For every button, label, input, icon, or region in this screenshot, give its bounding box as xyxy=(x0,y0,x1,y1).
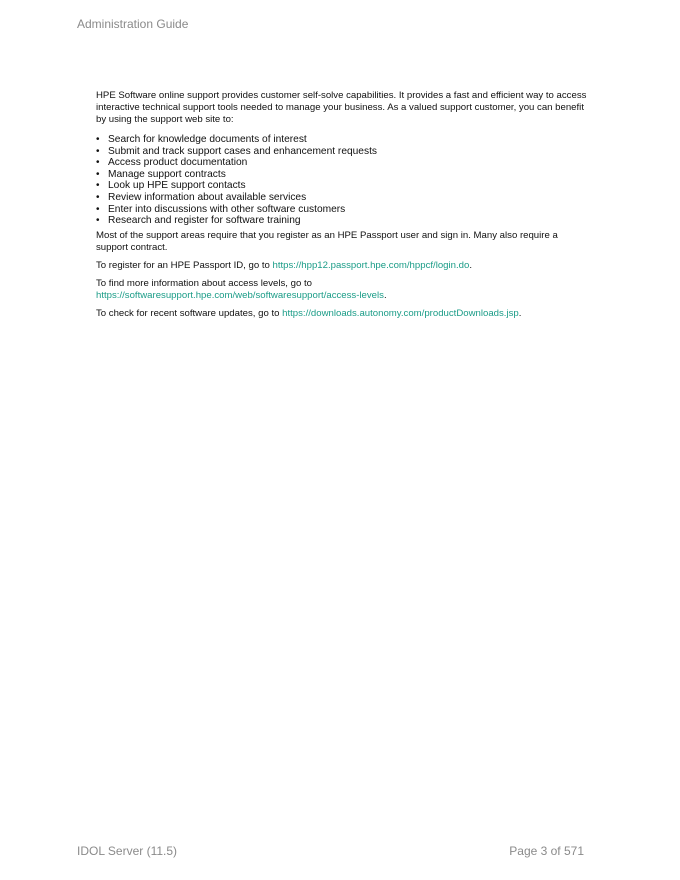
updates-prefix: To check for recent software updates, go to xyxy=(96,307,283,319)
bullet-icon: • xyxy=(96,157,100,169)
bullet-icon: • xyxy=(96,203,100,215)
register-prefix: To register for an HPE Passport ID, go to xyxy=(96,259,273,271)
list-item: • Search for knowledge documents of interest xyxy=(96,134,307,145)
bullet-icon: • xyxy=(96,145,100,157)
list-item: • Review information about available services xyxy=(96,191,307,203)
passport-note-paragraph: Most of the support areas require that you register as an HPE Passport user and sign in. Many also require a support contract. xyxy=(96,229,558,253)
footer-product-version: IDOL Server (11.5) xyxy=(77,844,178,858)
register-paragraph xyxy=(96,260,588,272)
bullet-icon: • xyxy=(96,134,100,145)
list-item: • Research and register for software training xyxy=(96,215,301,227)
list-item: • Look up HPE support contacts xyxy=(96,180,246,192)
updates-suffix: . xyxy=(518,307,522,319)
bullet-icon: • xyxy=(96,168,100,180)
updates-paragraph xyxy=(96,308,588,320)
page-header-title: Administration Guide xyxy=(77,17,189,31)
access-levels-paragraph xyxy=(96,278,588,302)
bullet-icon: • xyxy=(96,215,100,227)
bullet-icon: • xyxy=(96,191,100,203)
support-capabilities-list-wrapper xyxy=(96,134,588,227)
support-capabilities-list xyxy=(96,134,588,227)
list-item: • Enter into discussions with other software customers xyxy=(96,203,346,215)
access-levels-link[interactable]: https://softwaresupport.hpe.com/web/softwaresupport/access-levels xyxy=(96,289,384,301)
footer-page-number: Page 3 of 571 xyxy=(509,844,584,858)
access-levels-suffix: . xyxy=(383,289,387,301)
document-body xyxy=(96,90,588,326)
product-downloads-link[interactable]: https://downloads.autonomy.com/productDownloads.jsp xyxy=(282,307,519,319)
access-levels-prefix: To find more information about access levels, go to xyxy=(96,277,312,289)
list-item: • Manage support contracts xyxy=(96,168,226,180)
bullet-icon: • xyxy=(96,180,100,192)
intro-paragraph: HPE Software online support provides customer self-solve capabilities. It provides a fast and efficient way to access interactive technical support tools needed to manage your business. As a valued support customer, you can benefit by using the support web site to: xyxy=(96,90,587,125)
register-suffix: . xyxy=(469,259,472,271)
list-item: • Access product documentation xyxy=(96,157,248,169)
list-item: • Submit and track support cases and enhancement requests xyxy=(96,145,377,157)
passport-login-link[interactable]: https://hpp12.passport.hpe.com/hppcf/login.do xyxy=(272,259,470,271)
